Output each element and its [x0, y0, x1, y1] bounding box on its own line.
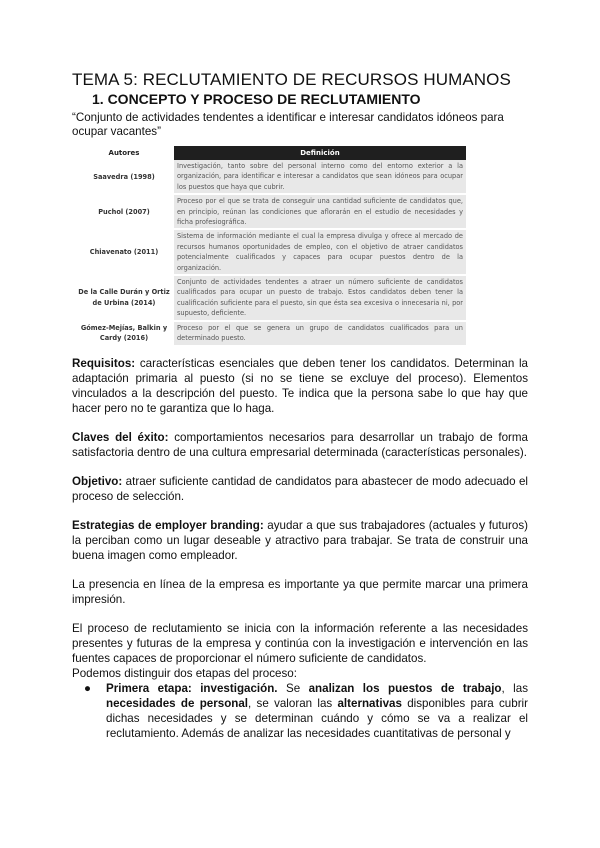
etapa1-text: , se valoran las — [248, 696, 338, 710]
claves-paragraph — [72, 430, 528, 460]
etapa1-text: , las — [501, 681, 529, 695]
etapa1-text: Se — [277, 681, 309, 695]
estrategias-label: Estrategias de employer branding: — [72, 518, 264, 532]
estrategias-text: ayudar a que sus trabajadores (actuales y futuros) la perciban como un lugar deseable y atractivo para trabajar. Se trata de construir una buena imagen como empleador. — [72, 518, 528, 562]
author-cell: De la Calle Durán y Ortiz de Urbina (2014) — [78, 288, 170, 307]
claves-text: comportamientos necesarios para desarrollar un trabajo de forma satisfactoria dentro de una cultura empresarial determinada (características personales). — [72, 430, 528, 459]
author-cell: Puchol (2007) — [98, 207, 150, 216]
claves-label: Claves del éxito: — [72, 430, 169, 444]
objetivo-paragraph — [72, 474, 528, 504]
requisitos-text: características esenciales que deben tener los candidatos. Determinan la adaptación primaria al puesto (si no se tiene se excluye del proceso). Elementos vinculados a la descripción del puesto. Te indica que la persona sabe lo que hay que hacer pero no te garantiza que lo haga. — [72, 356, 528, 415]
presencia-paragraph: La presencia en línea de la empresa es importante ya que permite marcar una primera impresión. — [72, 577, 528, 606]
table-row — [74, 194, 466, 229]
definition-cell: Conjunto de actividades tendentes a atraer un número suficiente de candidatos cualificados para ocupar un puesto de trabajo. Estos candidatos deben tener la cualificación suficiente para el puesto, sin que ésta sea excesiva o innecesaria ni, por supuesto, deficiente. — [174, 275, 466, 321]
table-row — [74, 160, 466, 194]
bullet-icon: ● — [84, 681, 92, 695]
table-row — [74, 275, 466, 321]
table-row — [74, 229, 466, 275]
list-item — [84, 681, 529, 741]
definition-cell: Sistema de información mediante el cual la empresa divulga y ofrece al mercado de recursos humanos oportunidades de empleo, con el objetivo de atraer candidatos potencialmente cualificados y capaces para ocupar puestos dentro de la organización. — [174, 229, 466, 275]
objetivo-label: Objetivo: — [72, 474, 123, 488]
definition-cell: Proceso por el que se genera un grupo de candidatos cualificados para un determinado puesto. — [174, 321, 466, 346]
definition-cell: Investigación, tanto sobre del personal interno como del entorno exterior a la organización, para identificar e interesar a candidatos que sean idóneos para ocupar los puestos que haya que cubrir. — [174, 160, 466, 194]
etapas-list — [72, 681, 528, 741]
estrategias-paragraph — [72, 518, 528, 563]
requisitos-label: Requisitos: — [72, 356, 136, 370]
definitions-table — [74, 146, 466, 347]
etapa1-text: disponibles para cubrir dichas necesidades y se determinan cuándo y cómo se va a realizar el reclutamiento. Además de analizar las necesidades cuantitativas de personal y — [106, 696, 528, 740]
document-page — [72, 70, 528, 741]
table-row — [74, 321, 466, 346]
author-cell: Saavedra (1998) — [93, 172, 155, 181]
definition-cell: Proceso por el que se trata de conseguir una cantidad suficiente de candidatos que, en principio, reúnan las condiciones que aflorarán en el estudio de necesidades y ficha profesiográfica. — [174, 194, 466, 229]
page-title: TEMA 5: RECLUTAMIENTO DE RECURSOS HUMANOS — [72, 70, 511, 89]
authors-header: Autores — [108, 149, 140, 157]
section-heading: 1. CONCEPTO Y PROCESO DE RECLUTAMIENTO — [92, 91, 421, 107]
etapa1-bold: necesidades de personal — [106, 696, 249, 710]
requisitos-paragraph — [72, 356, 528, 416]
definition-header: Definición — [174, 146, 466, 160]
proceso-paragraph: El proceso de reclutamiento se inicia con la información referente a las necesidades presentes y futuras de la empresa y continúa con la investigación e intervención en las fuentes capaces de proporcionar el número suficiente de candidatos. — [72, 621, 528, 665]
author-cell: Chiavenato (2011) — [89, 248, 159, 257]
etapa1-label: Primera etapa: investigación. — [106, 681, 278, 695]
etapa1-bold: alternativas — [337, 696, 402, 710]
objetivo-text: atraer suficiente cantidad de candidatos para abastecer de modo adecuado el proceso de selección. — [72, 474, 528, 503]
author-cell: Gómez-Mejías, Balkin y Cardy (2016) — [80, 323, 168, 343]
definition-quote: “Conjunto de actividades tendentes a identificar e interesar candidatos idóneos para ocupar vacantes” — [72, 111, 504, 138]
etapas-intro: Podemos distinguir dos etapas del proceso: — [72, 666, 297, 680]
etapa1-bold: analizan los puestos de trabajo — [308, 681, 502, 695]
